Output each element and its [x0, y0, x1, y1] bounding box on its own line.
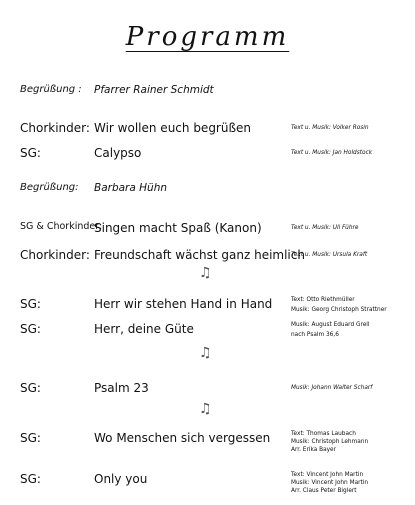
row-label: SG: — [20, 297, 41, 311]
row-label: Chorkinder: — [20, 248, 90, 262]
row-label: SG: — [20, 381, 41, 395]
credit-line: Musik: Johann Walter Scharf — [291, 385, 373, 391]
row-credits — [291, 321, 370, 339]
row-credits — [291, 251, 367, 259]
credit-line: Text: Otto Riethmüller — [291, 297, 355, 303]
row-piece: Barbara Hühn — [94, 182, 168, 194]
music-notes-icon: ♫ — [199, 345, 212, 361]
row-piece: Calypso — [94, 146, 142, 160]
credit-line: Arr. Claus Peter Biglert — [291, 488, 357, 494]
row-credits — [291, 471, 368, 495]
row-label: SG: — [20, 146, 41, 160]
credit-line: Musik: Christoph Lehmann — [291, 439, 369, 445]
music-notes-icon: ♫ — [199, 401, 212, 417]
row-credits — [291, 124, 369, 132]
row-piece: Wir wollen euch begrüßen — [94, 121, 252, 135]
credit-line: Text u. Musik: Jan Holdstock — [291, 150, 373, 156]
row-label: SG: — [20, 431, 41, 445]
credit-line: Musik: Vincent John Martin — [291, 480, 369, 486]
credit-line: Arr. Erika Bayer — [291, 447, 336, 453]
music-notes-icon: ♫ — [199, 265, 212, 281]
credit-line: nach Psalm 36,6 — [291, 332, 339, 338]
row-piece: Singen macht Spaß (Kanon) — [94, 221, 262, 235]
row-credits — [291, 149, 372, 157]
row-label: SG: — [20, 472, 41, 486]
row-label: SG & Chorkinder: — [20, 221, 103, 232]
row-piece: Psalm 23 — [94, 381, 149, 395]
credit-line: Text u. Musik: Volker Rosin — [291, 125, 369, 131]
row-label: Begrüßung : — [20, 84, 82, 95]
credit-line: Musik: August Eduard Grell — [291, 322, 370, 328]
row-piece: Herr wir stehen Hand in Hand — [94, 297, 273, 311]
row-piece: Herr, deine Güte — [94, 322, 194, 336]
credit-line: Text: Thomas Laubach — [291, 431, 356, 437]
row-credits — [291, 296, 387, 314]
credit-line: Text u. Musik: Uli Führe — [291, 225, 359, 231]
row-piece: Pfarrer Rainer Schmidt — [94, 84, 214, 96]
credit-line: Text u. Musik: Ursula Kraft — [291, 252, 368, 258]
program-title: Programm — [125, 22, 290, 52]
row-piece: Freundschaft wächst ganz heimlich — [94, 248, 305, 262]
row-credits — [291, 384, 372, 392]
row-credits — [291, 224, 358, 232]
credit-line: Musik: Georg Christoph Strattner — [291, 307, 387, 313]
row-label: Begrüßung: — [20, 182, 79, 193]
credit-line: Text: Vincent John Martin — [291, 472, 364, 478]
row-label: SG: — [20, 322, 41, 336]
row-piece: Wo Menschen sich vergessen — [94, 431, 271, 445]
row-credits — [291, 430, 368, 454]
row-label: Chorkinder: — [20, 121, 90, 135]
row-piece: Only you — [94, 472, 148, 486]
